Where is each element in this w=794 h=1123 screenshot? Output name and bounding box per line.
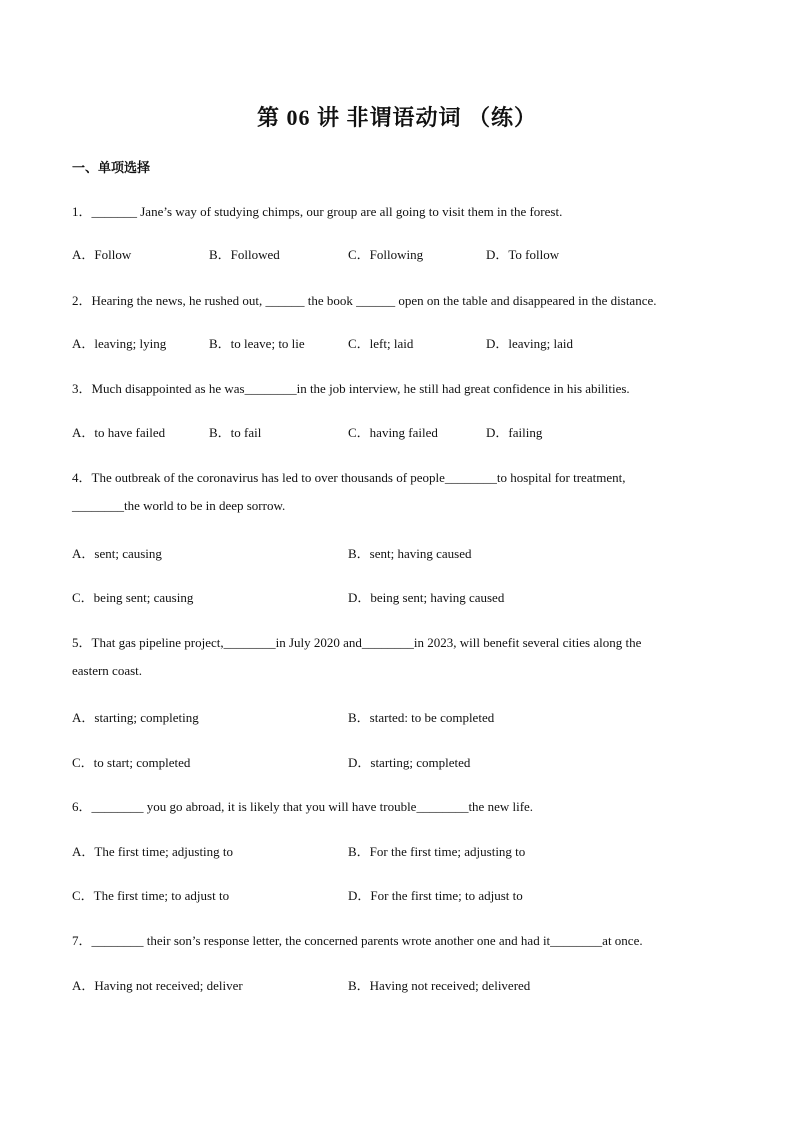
question-7-option-a: A．Having not received; deliver	[72, 978, 243, 993]
question-5-stem-line-2: eastern coast.	[72, 663, 143, 678]
question-6-option-a: A．The first time; adjusting to	[72, 844, 234, 859]
question-2-stem: 2．Hearing the news, he rushed out, ______ the book ______ open on the table and disappeared in the distance.	[72, 293, 657, 308]
question-3-option-c: C．having failed	[348, 425, 438, 440]
question-1-option-c: C．Following	[348, 247, 424, 262]
question-6-option-b: B．For the first time; adjusting to	[348, 844, 526, 859]
question-5-option-a: A．starting; completing	[72, 710, 199, 725]
page-title: 第 06 讲 非谓语动词 （练）	[256, 105, 537, 130]
question-4-option-b: B．sent; having caused	[348, 546, 472, 561]
question-5-option-b: B．started: to be completed	[348, 710, 495, 725]
question-4-option-d: D．being sent; having caused	[348, 590, 505, 605]
question-4-option-a: A．sent; causing	[72, 546, 162, 561]
question-3-option-b: B．to fail	[209, 425, 262, 440]
question-4-option-c: C．being sent; causing	[72, 590, 194, 605]
question-1-option-d: D．To follow	[486, 247, 560, 262]
question-1-stem: 1．_______ Jane’s way of studying chimps, our group are all going to visit them in the forest.	[72, 204, 563, 219]
question-2-option-a: A．leaving; lying	[72, 336, 167, 351]
question-6-option-d: D．For the first time; to adjust to	[348, 888, 523, 903]
question-4-stem-line-2: ________the world to be in deep sorrow.	[72, 498, 286, 513]
question-6-stem: 6．________ you go abroad, it is likely that you will have trouble________the new life.	[72, 799, 534, 814]
question-2-option-d: D．leaving; laid	[486, 336, 574, 351]
question-2-option-c: C．left; laid	[348, 336, 414, 351]
question-3-option-a: A．to have failed	[72, 425, 166, 440]
question-5-option-c: C．to start; completed	[72, 755, 191, 770]
question-1-option-b: B．Followed	[209, 247, 280, 262]
question-2-option-b: B．to leave; to lie	[209, 336, 305, 351]
question-1-option-a: A．Follow	[72, 247, 132, 262]
question-5-option-d: D．starting; completed	[348, 755, 471, 770]
question-3-stem: 3．Much disappointed as he was________in the job interview, he still had great confidence in his abilities.	[72, 381, 630, 396]
question-4-stem-line-1: 4．The outbreak of the coronavirus has led to over thousands of people________to hospital for treatment,	[72, 470, 626, 485]
question-3-option-d: D．failing	[486, 425, 543, 440]
section-heading: 一、单项选择	[72, 161, 151, 176]
question-7-option-b: B．Having not received; delivered	[348, 978, 531, 993]
question-6-option-c: C．The first time; to adjust to	[72, 888, 230, 903]
question-5-stem-line-1: 5．That gas pipeline project,________in July 2020 and________in 2023, will benefit several cities along the	[72, 635, 642, 650]
question-7-stem: 7．________ their son’s response letter, the concerned parents wrote another one and had it________at once.	[72, 933, 643, 948]
